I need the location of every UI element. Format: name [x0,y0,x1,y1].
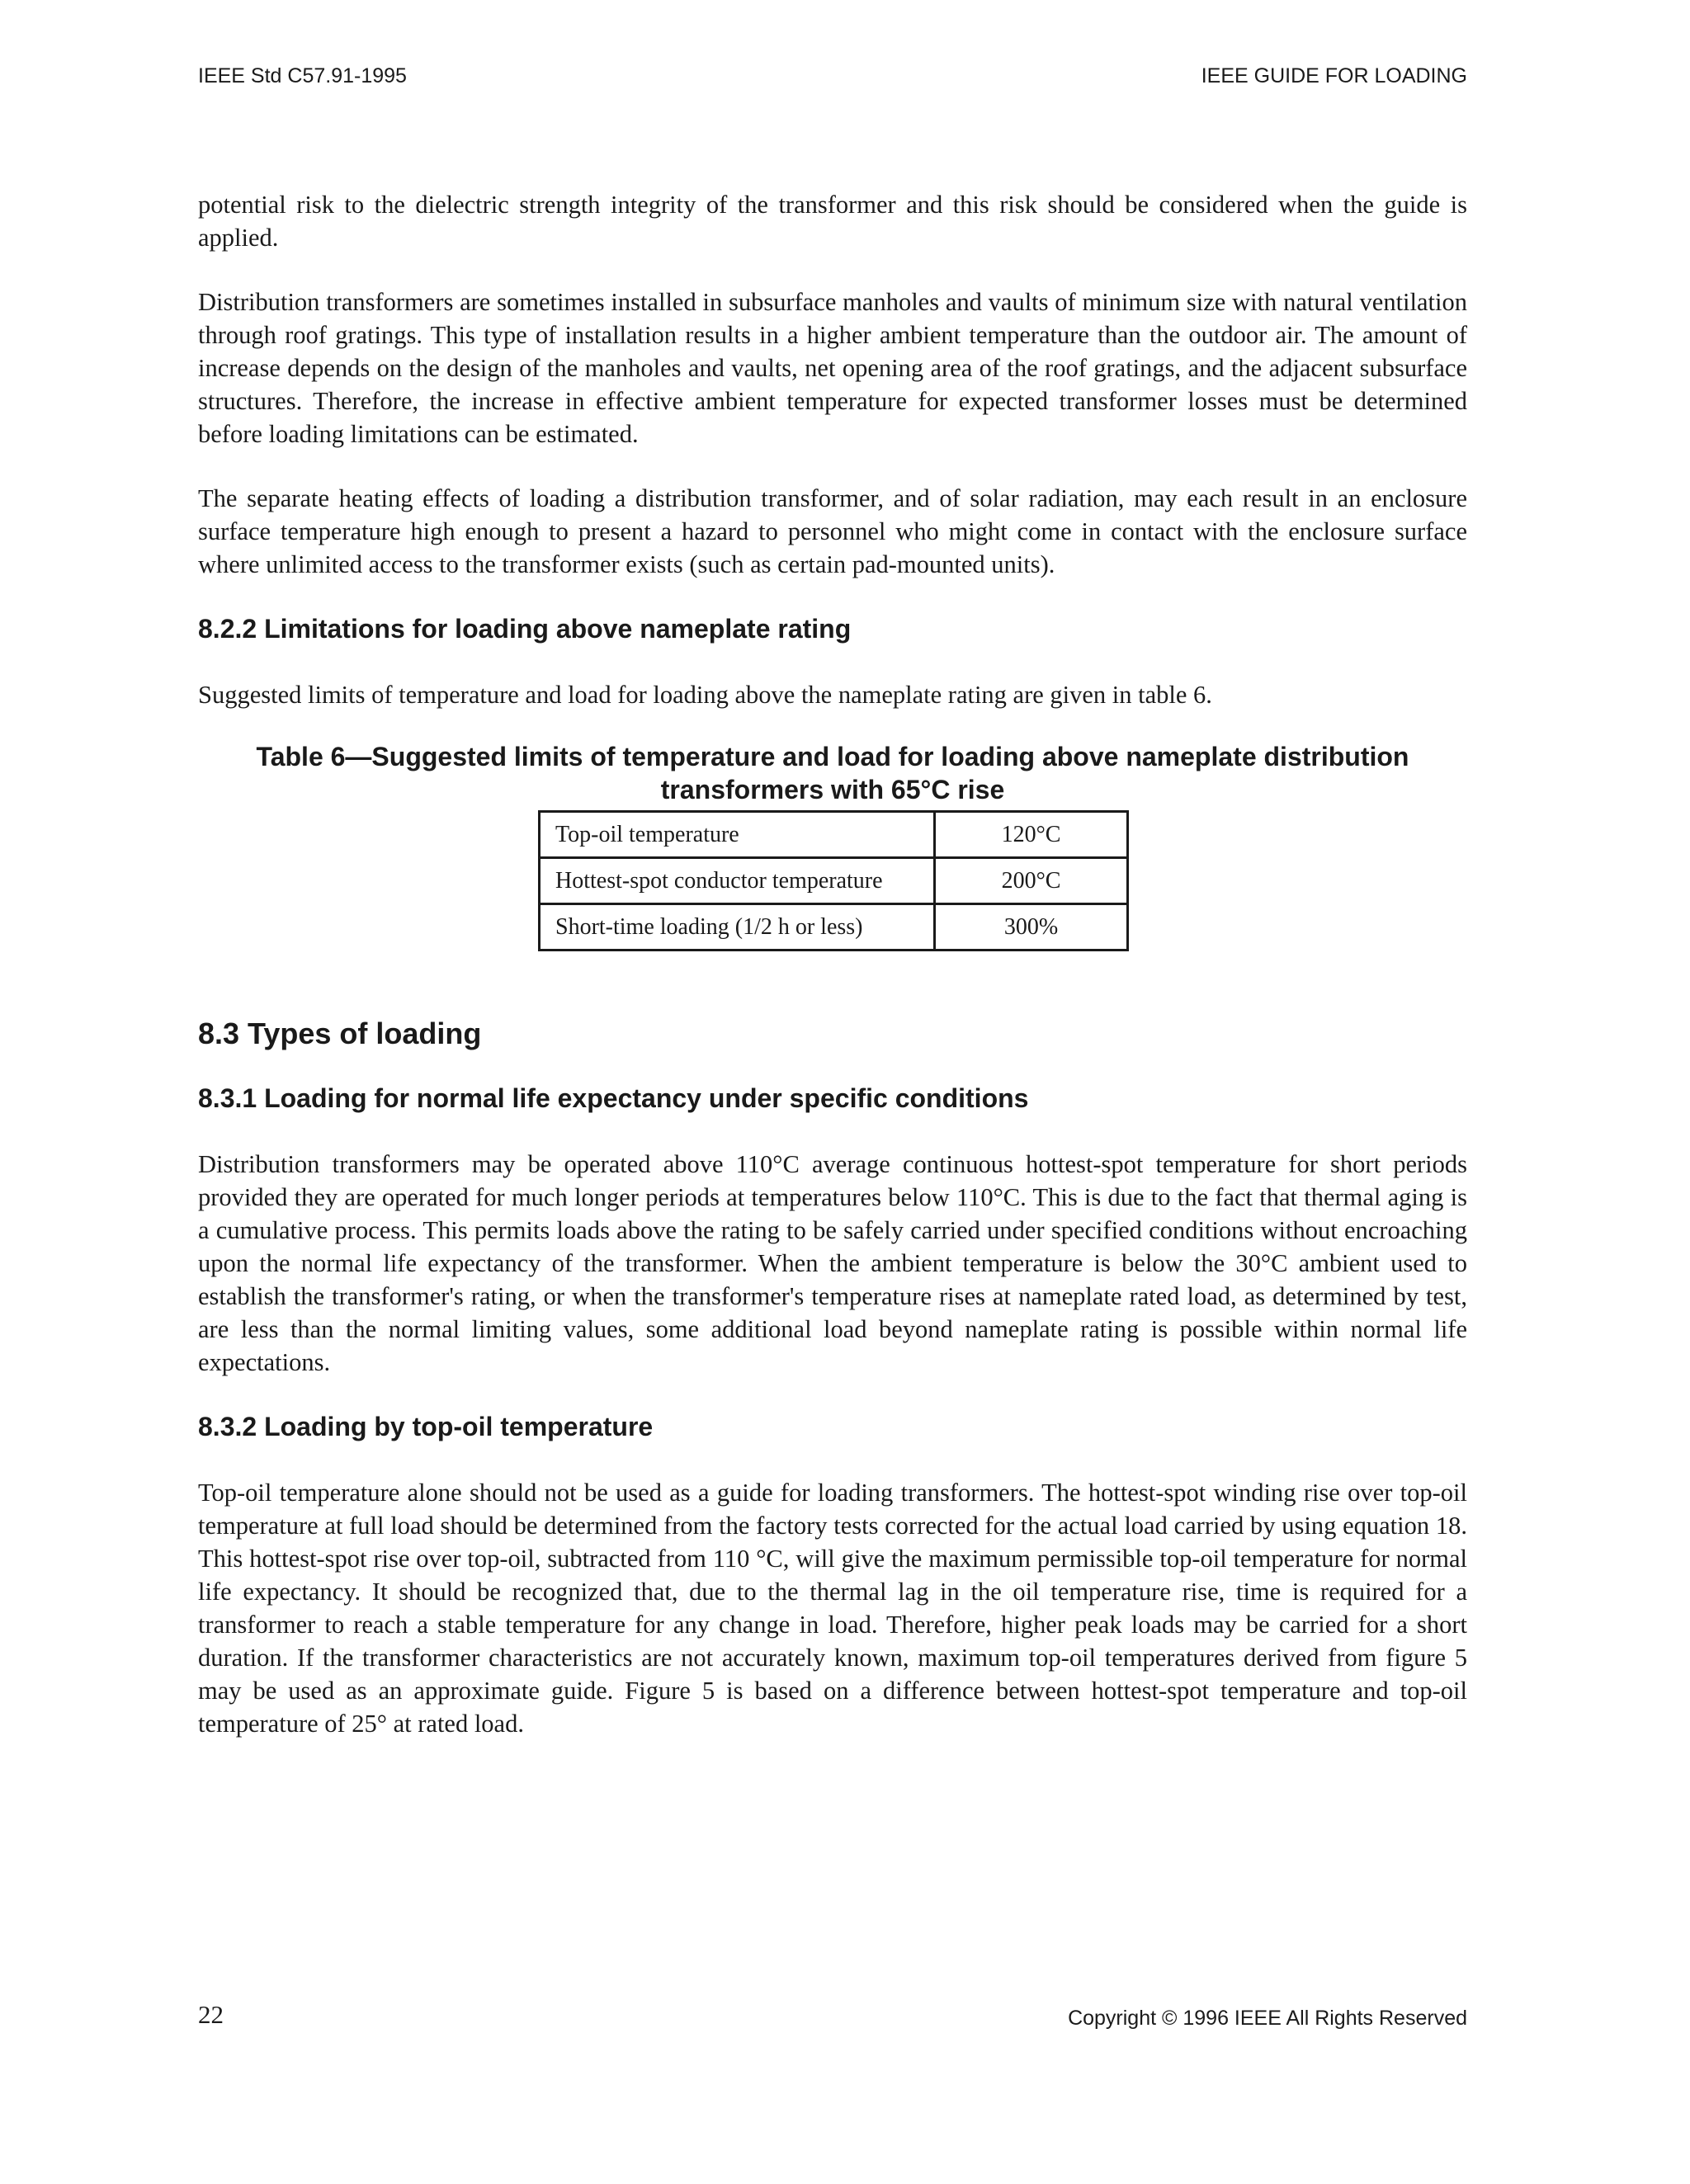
paragraph: Suggested limits of temperature and load for loading above the nameplate rating are given in table 6. [198,681,1212,709]
page-number: 22 [198,2000,224,2029]
table-cell-value: 300% [935,904,1128,950]
paragraph: potential risk to the dielectric strength integrity of the transformer and this risk should be considered when the guide is applied. [198,191,1467,252]
table-6-limits [538,810,1129,951]
table-cell-value: 200°C [935,858,1128,904]
paragraph: Distribution transformers are sometimes installed in subsurface manholes and vaults of minimum size with natural ventilation through roof gratings. This type of installation results in a higher ambient temperature than the outdoor air. The amount of increase depends on the design of the manholes and vaults, net opening area of the roof gratings, and the adjacent subsurface structures. Therefore, the increase in effective ambient temperature for expected transformer losses must be determined before loading limitations can be estimated. [198,288,1467,448]
paragraph: Distribution transformers may be operated above 110°C average continuous hottest-spot temperature for short periods provided they are operated for much longer periods at temperatures below 110°C. This is due to the fact that thermal aging is a cumulative process. This permits loads above the rating to be safely carried under specified conditions without encroaching upon the normal life expectancy of the transformer. When the ambient temperature is below the 30°C ambient used to establish the transformer's rating, or when the transformer's temperature rises at nameplate rated load, as determined by test, are less than the normal limiting values, some additional load beyond nameplate rating is possible within normal life expectations. [198,1150,1467,1376]
paragraph: Top-oil temperature alone should not be used as a guide for loading transformers. The hottest-spot winding rise over top-oil temperature at full load should be determined from the factory tests corrected for the actual load carried by using equation 18. This hottest-spot rise over top-oil, subtracted from 110 °C, will give the maximum permissible top-oil temperature for normal life expectancy. It should be recognized that, due to the thermal lag in the oil temperature rise, time is required for a transformer to reach a stable temperature for any change in load. Therefore, higher peak loads may be carried for a short duration. If the transformer characteristics are not accurately known, maximum top-oil temperatures derived from figure 5 may be used as an approximate guide. Figure 5 is based on a difference between hottest-spot temperature and top-oil temperature of 25° at rated load. [198,1479,1467,1738]
table-cell-label: Top-oil temperature [540,812,935,858]
table-row [540,812,1128,858]
section-heading-8-3: 8.3 Types of loading [198,1017,482,1050]
table-6-caption [198,743,1467,804]
section-heading-8-3-2: 8.3.2 Loading by top-oil temperature [198,1412,654,1441]
table-cell-label: Hottest-spot conductor temperature [540,858,935,904]
table-caption-line: transformers with 65°C rise [660,775,1005,804]
page-content [198,188,1467,1771]
page-footer [198,2000,1467,2036]
header-standard-number: IEEE Std C57.91-1995 [198,64,407,87]
section-heading-8-2-2: 8.2.2 Limitations for loading above nameplate rating [198,614,852,644]
table-row [540,904,1128,950]
table-cell-label: Short-time loading (1/2 h or less) [540,904,935,950]
running-header [198,64,1467,94]
section-heading-8-3-1: 8.3.1 Loading for normal life expectancy under specific conditions [198,1083,1029,1113]
copyright-notice: Copyright © 1996 IEEE All Rights Reserved [1068,2007,1467,2030]
table-row [540,858,1128,904]
table-caption-line: Table 6—Suggested limits of temperature and load for loading above nameplate distribution [256,742,1409,771]
table-cell-value: 120°C [935,812,1128,858]
paragraph: The separate heating effects of loading a distribution transformer, and of solar radiation, may each result in an enclosure surface temperature high enough to present a hazard to personnel who might come in contact with the enclosure surface where unlimited access to the transformer exists (such as certain pad-mounted units). [198,484,1467,578]
header-document-title: IEEE GUIDE FOR LOADING [1201,64,1467,87]
